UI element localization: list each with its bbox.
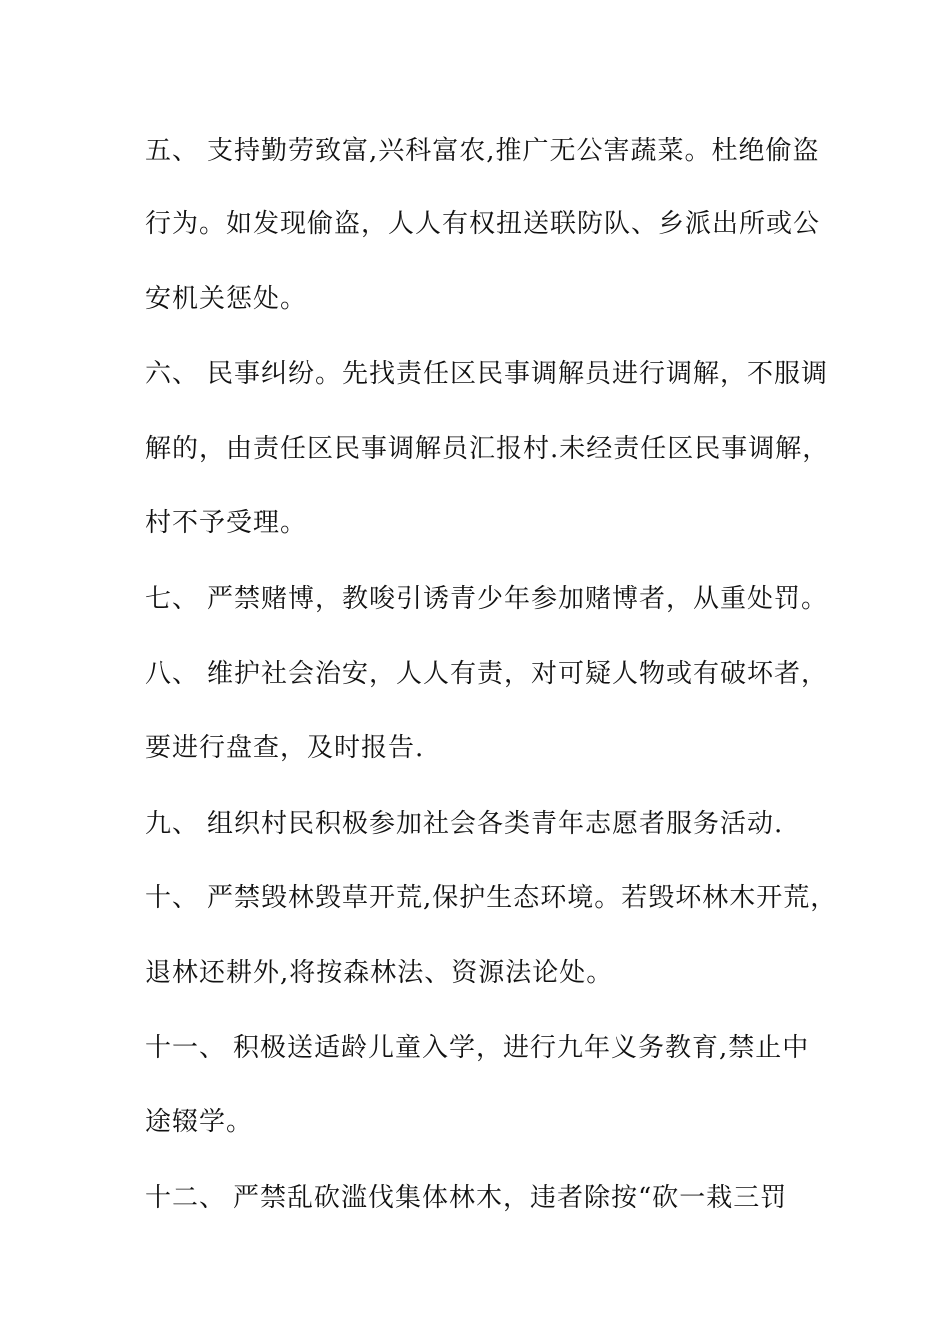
item-10-line-1 bbox=[145, 882, 838, 914]
item-12-line-1 bbox=[145, 1182, 825, 1214]
item-number: 八、 bbox=[145, 659, 200, 689]
item-text: 维护社会治安，人人有责，对可疑人物或有破坏者， bbox=[207, 659, 829, 689]
item-text: 组织村民积极参加社会各类青年志愿者服务活动. bbox=[207, 809, 784, 839]
item-text: 严禁赌博，教唆引诱青少年参加赌博者，从重处罚。 bbox=[207, 584, 829, 614]
item-text: 民事纠纷。先找责任区民事调解员进行调解，不服调 bbox=[207, 359, 829, 389]
item-number: 九、 bbox=[145, 809, 200, 839]
item-11-line-2: 途辍学。 bbox=[145, 1107, 254, 1137]
item-text: 积极送适龄儿童入学，进行九年义务教育,禁止中 bbox=[233, 1033, 810, 1063]
item-5-line-3: 安机关惩处。 bbox=[145, 284, 308, 314]
item-text: 严禁毁林毁草开荒,保护生态环境。若毁坏林木开荒， bbox=[207, 883, 838, 913]
item-6-line-2: 解的，由责任区民事调解员汇报村.未经责任区民事调解， bbox=[145, 434, 830, 464]
item-5-line-2: 行为。如发现偷盗，人人有权扭送联防队、乡派出所或公 bbox=[145, 209, 821, 239]
item-number: 六、 bbox=[145, 359, 200, 389]
item-7-line-1 bbox=[145, 583, 829, 615]
item-6-line-1 bbox=[145, 358, 829, 390]
item-10-line-2: 退林还耕外,将按森林法、资源法论处。 bbox=[145, 958, 614, 988]
item-8-line-2: 要进行盘查，及时报告. bbox=[145, 733, 425, 763]
item-9-line-1 bbox=[145, 808, 825, 840]
item-11-line-1 bbox=[145, 1032, 825, 1064]
item-text: 严禁乱砍滥伐集体林木，违者除按“砍一栽三罚 bbox=[233, 1183, 788, 1213]
item-text: 支持勤劳致富,兴科富农,推广无公害蔬菜。杜绝偷盗 bbox=[207, 136, 820, 166]
item-number: 十一、 bbox=[145, 1033, 227, 1063]
item-number: 七、 bbox=[145, 584, 200, 614]
item-number: 十、 bbox=[145, 883, 200, 913]
item-5-line-1 bbox=[145, 135, 825, 167]
item-number: 十二、 bbox=[145, 1183, 227, 1213]
item-number: 五、 bbox=[145, 136, 200, 166]
item-6-line-3: 村不予受理。 bbox=[145, 508, 308, 538]
item-8-line-1 bbox=[145, 658, 829, 690]
